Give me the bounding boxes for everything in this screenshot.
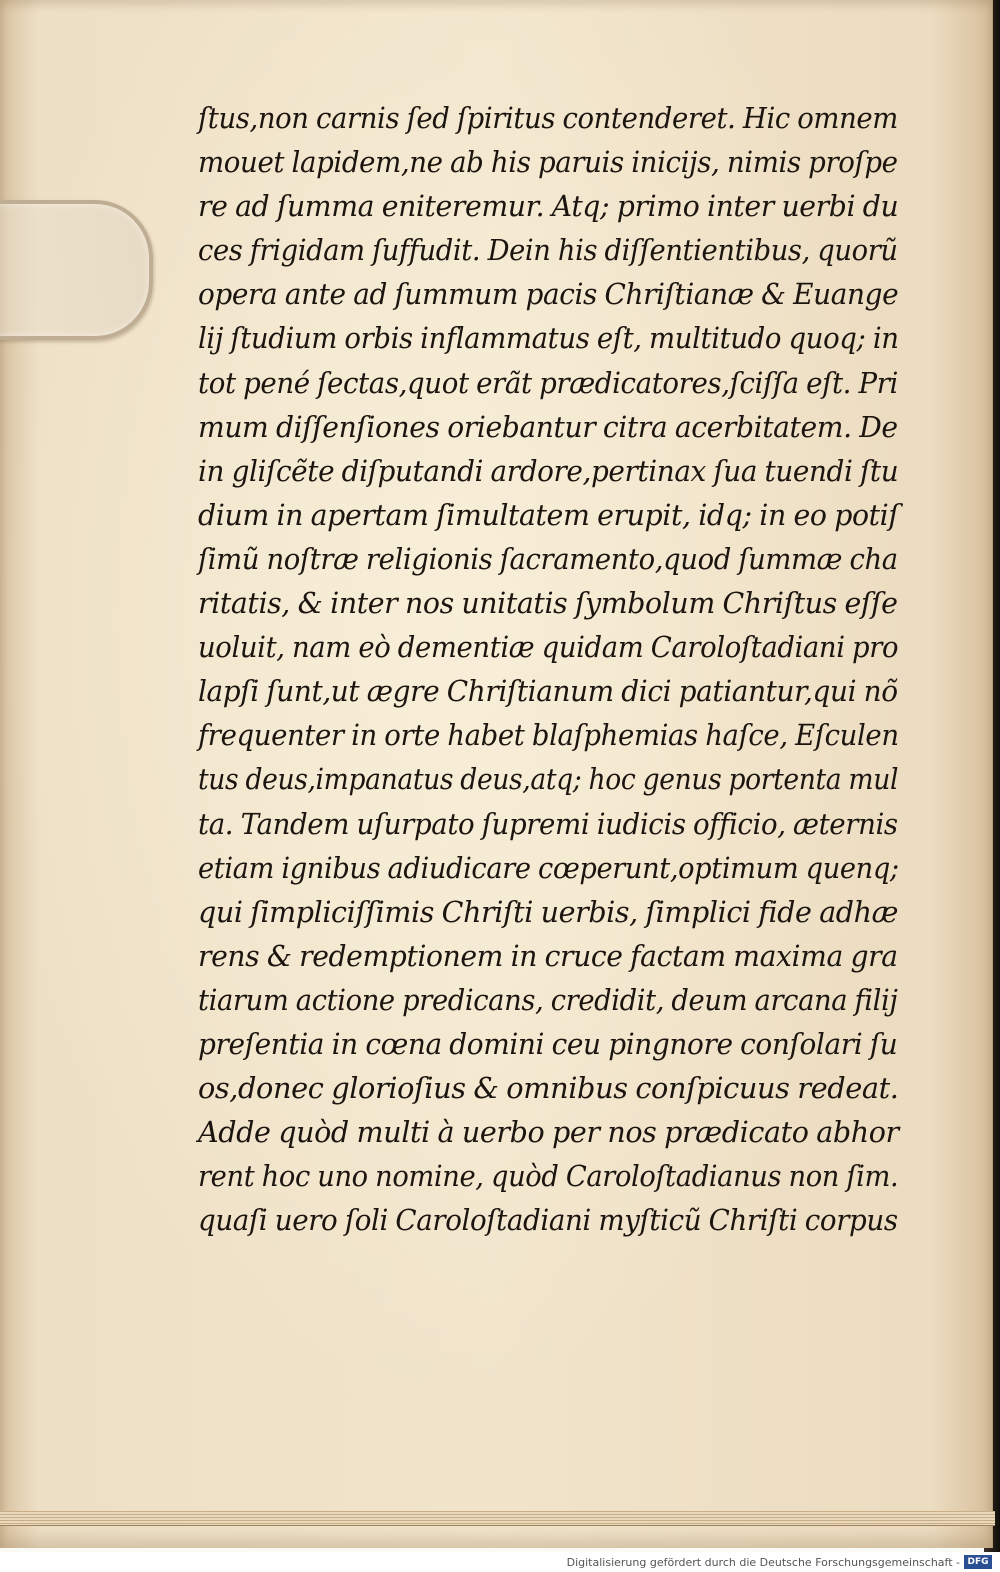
text-line: os,donec glorioſius & omnibus conſpicuus redeat. [198,1071,899,1106]
text-line: tot pené ſectas,quot erãt prædicatores,ſciſſa eſt. Pri [198,365,898,400]
text-line: ſtus,non carnis ſed ſpiritus contenderet. Hic omnem [198,101,898,135]
printed-text-block [198,96,898,1242]
text-line: mum diſſenſiones oriebantur citra acerbitatem. De [198,409,898,444]
text-line: ſimũ noſtræ religionis ſacramento,quod ſummæ cha [198,541,898,576]
text-line: ta. Tandem uſurpato ſupremi iudicis officio, æternis [198,806,898,841]
text-line: rent hoc uno nomine, quòd Caroloſtadianus non ſim. [198,1159,899,1194]
text-line: etiam ignibus adiudicare cœperunt,optimum quenq; [198,850,899,885]
text-line: tus deus,impanatus deus,atq; hoc genus portenta mul [198,762,899,797]
text-line: quaſi uero ſoli Caroloſtadiani myſticũ Chriſti corpus [198,1203,898,1238]
page-stack-edge [0,1511,995,1526]
text-line: dium in apertam ſimultatem erupit, idq; in eo potiſ [198,497,899,532]
text-line: tiarum actione predicans, credidit, deum arcana filij [198,982,898,1017]
text-line: uoluit, nam eò dementiæ quidam Caroloſtadiani pro [198,630,899,665]
text-line: ritatis, & inter nos unitatis ſymbolum Chriſtus eſſe [198,586,898,621]
text-line: lij ſtudium orbis inflammatus eſt, multitudo quoq; in [198,321,899,356]
text-line: frequenter in orte habet blaſphemias haſce, Eſculen [198,718,899,753]
text-line: preſentia in cœna domini ceu pingnore conſolari ſu [198,1026,898,1061]
text-line: mouet lapidem,ne ab his paruis inicijs, nimis proſpe [198,145,898,180]
text-line: Adde quòd multi à uerbo per nos prædicato abhor [198,1115,899,1150]
text-line: lapſi ſunt,ut ægre Chriſtianum dici patiantur,qui nõ [198,674,898,709]
text-line: qui ſimpliciſſimis Chriſti uerbis, ſimplici fide adhæ [198,894,899,929]
bookmark-strip [0,200,153,340]
text-line: rens & redemptionem in cruce factam maxima gra [198,938,898,973]
funding-credit: Digitalisierung gefördert durch die Deutsche Forschungsgemeinschaft - [566,1556,960,1569]
dfg-logo: DFG [964,1555,992,1569]
text-line: re ad ſumma eniteremur. Atq; primo inter uerbi du [198,189,899,224]
text-line: ces frigidam ſuffudit. Dein his diſſentientibus, quorũ [198,233,898,268]
text-line: opera ante ad ſummum pacis Chriſtianæ & Euange [198,277,899,312]
text-line: in gliſcẽte diſputandi ardore,pertinax ſua tuendi ſtu [198,453,899,488]
